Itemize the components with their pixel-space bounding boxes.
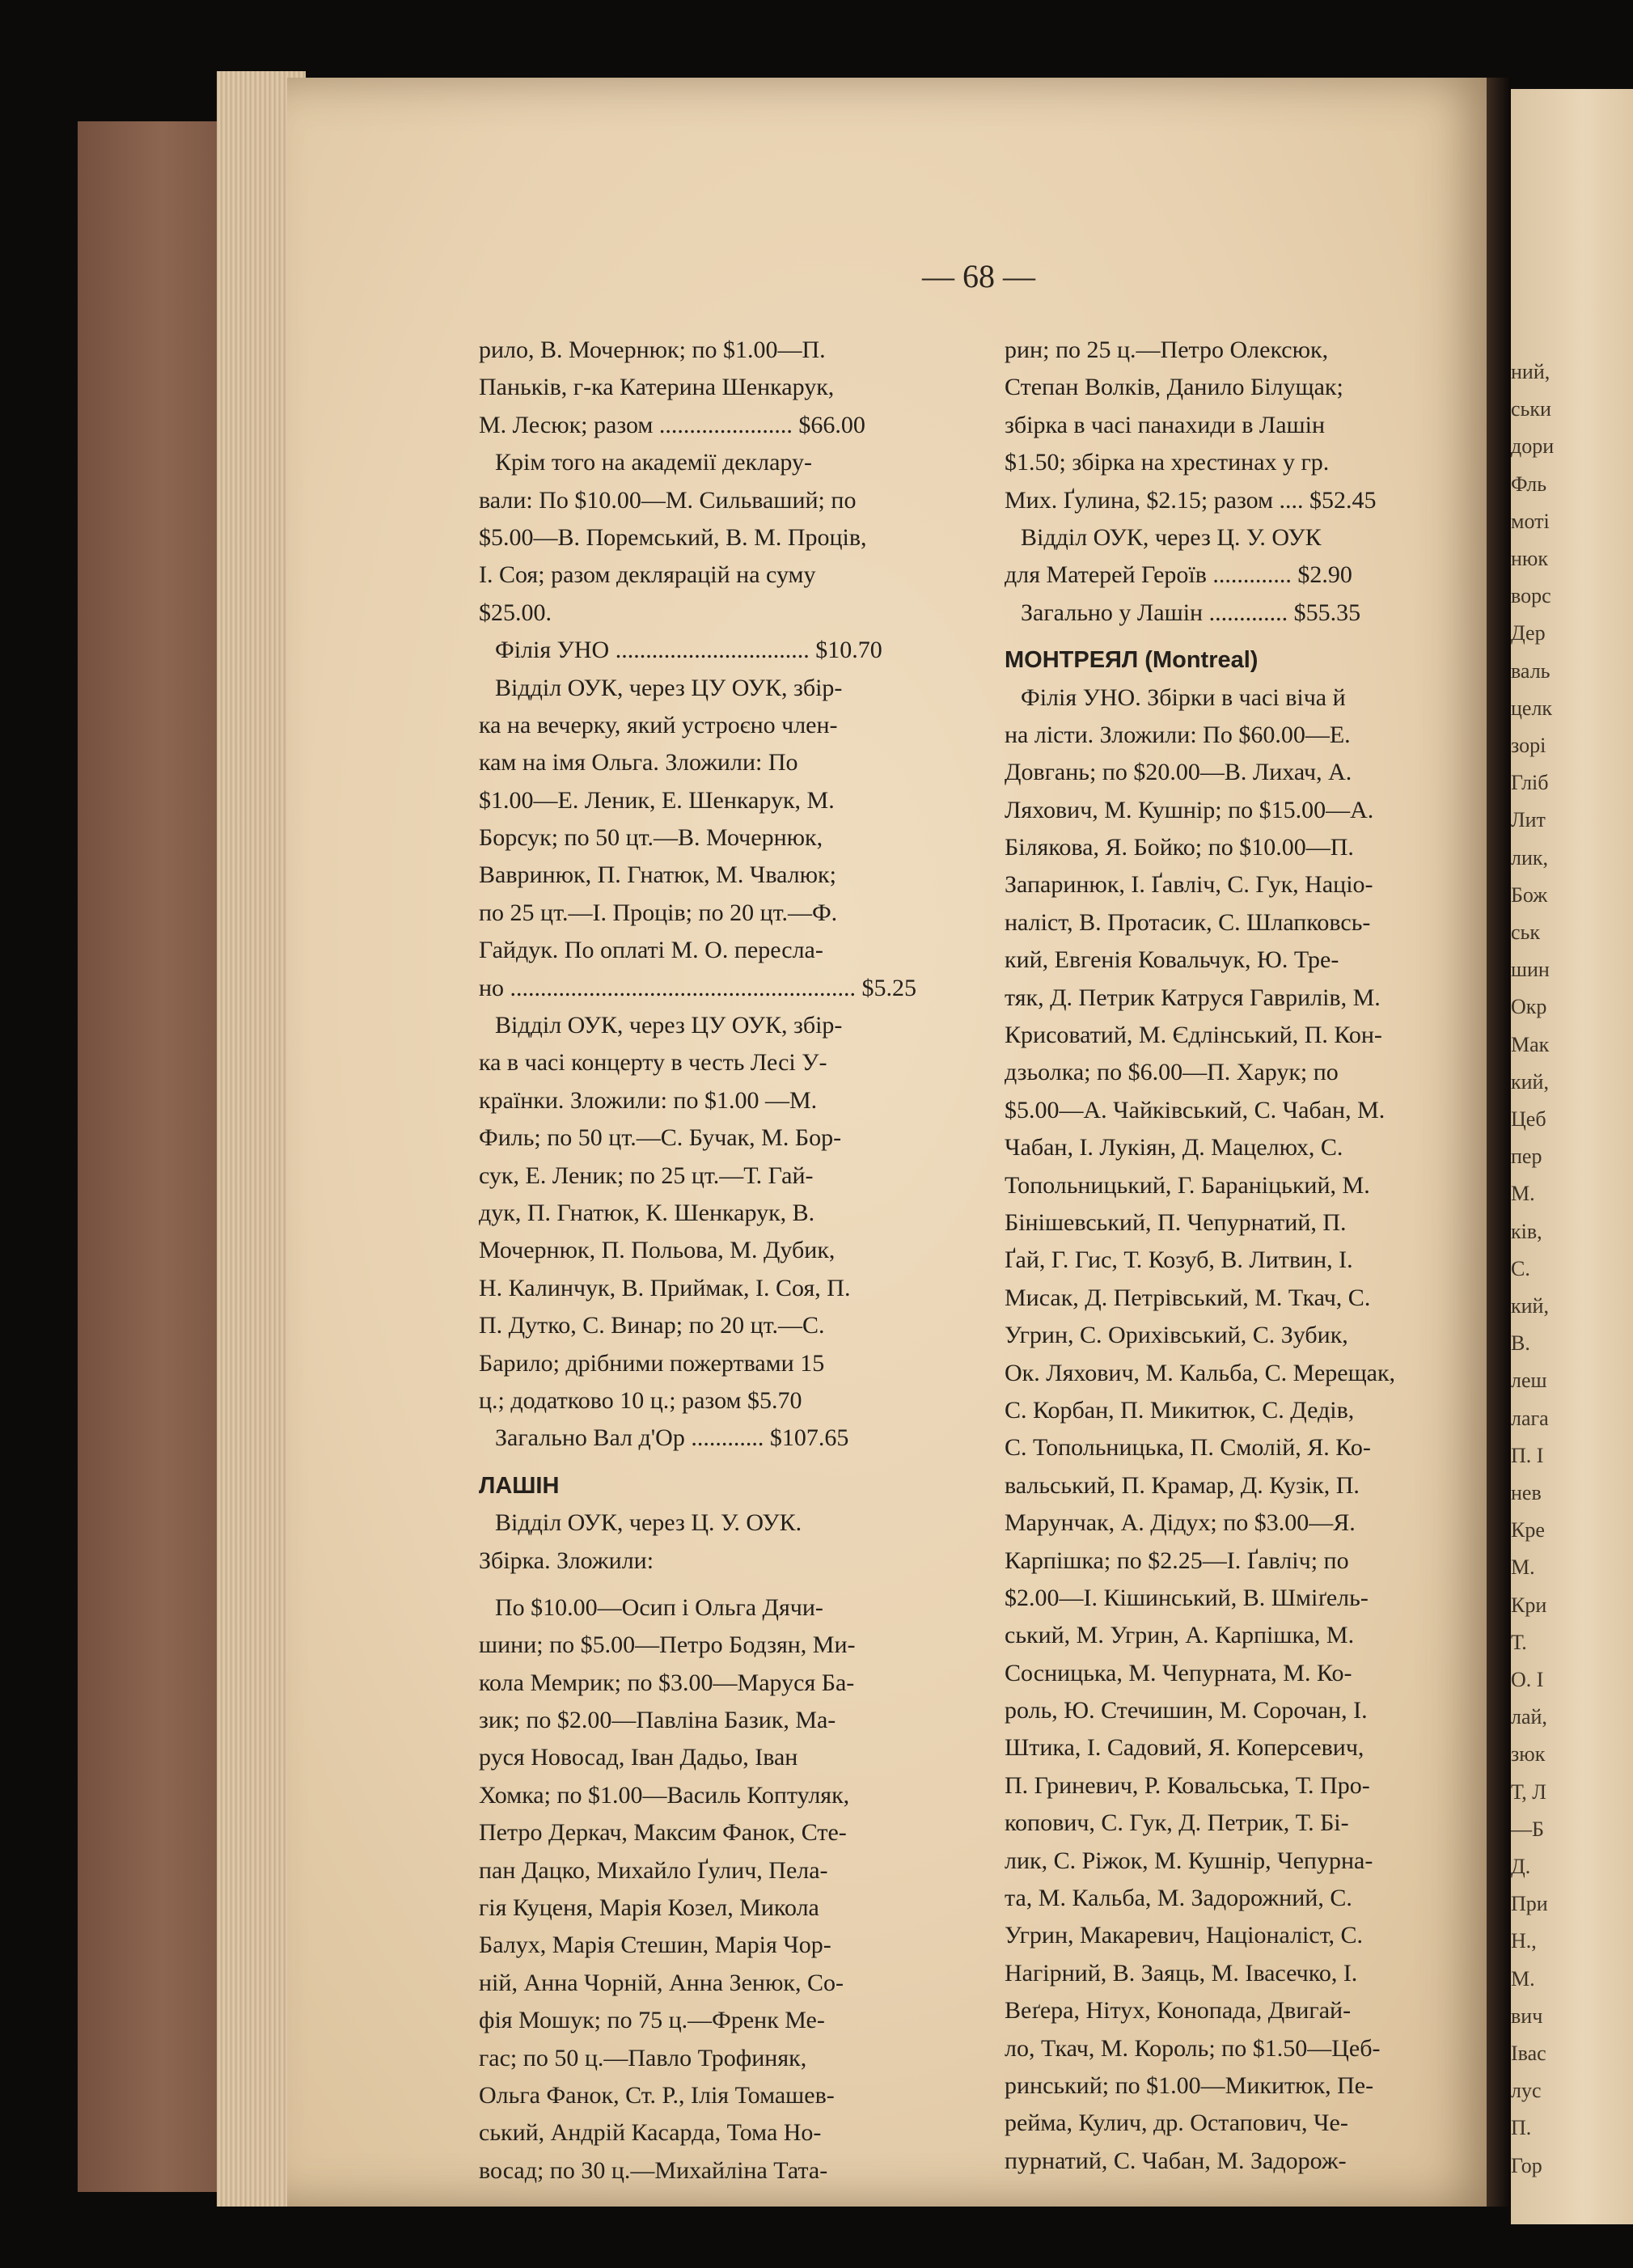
- facing-page-fragment: При: [1511, 1892, 1548, 1916]
- text-line: гія Куценя, Марія Козел, Микола: [479, 1894, 819, 1922]
- text-line: ц.; додатково 10 ц.; разом $5.70: [479, 1386, 802, 1414]
- facing-page-fragment: Цеб: [1511, 1107, 1546, 1131]
- facing-page-fragment: ний,: [1511, 360, 1551, 383]
- text-line: Білякова, Я. Бойко; по $10.00—П.: [1005, 834, 1354, 861]
- text-line: кам на імя Ольга. Зложили: По: [479, 749, 798, 776]
- facing-page-fragment: Гор: [1511, 2153, 1542, 2177]
- text-line: роль, Ю. Стечишин, М. Сорочан, І.: [1005, 1697, 1368, 1724]
- text-line: ка в часі концерту в честь Лесі У-: [479, 1049, 827, 1077]
- facing-page-fragment: Кри: [1511, 1593, 1547, 1617]
- book-cover-edge: [78, 121, 231, 2192]
- text-line: восад; по 30 ц.—Михайліна Тата-: [479, 2156, 828, 2184]
- text-line: Нагірний, В. Заяць, М. Івасечко, І.: [1005, 1959, 1358, 1987]
- facing-page-fragment: С.: [1511, 1256, 1530, 1280]
- facing-page-fragment: зорі: [1511, 734, 1546, 757]
- facing-page-fragment: лик,: [1511, 845, 1549, 870]
- facing-page-fragment: Мак: [1511, 1032, 1550, 1056]
- facing-page-fragment: Кре: [1511, 1518, 1545, 1542]
- facing-page-fragment: кий,: [1511, 1294, 1549, 1318]
- text-line: копович, С. Гук, Д. Петрик, Т. Бі-: [1005, 1809, 1349, 1837]
- text-line: зик; по $2.00—Павліна Базик, Ма-: [479, 1707, 836, 1734]
- text-line: М. Лесюк; разом ...................... $66.00: [479, 411, 865, 438]
- text-line: ський, М. Угрин, А. Карпішка, М.: [1005, 1622, 1355, 1649]
- facing-page-fragment: кий,: [1511, 1069, 1549, 1094]
- text-line: Ольга Фанок, Ст. Р., Ілія Томашев-: [479, 2081, 835, 2109]
- facing-page-fragment: пер: [1511, 1145, 1542, 1169]
- facing-page-fragment: Гліб: [1511, 771, 1549, 795]
- facing-page-fragment: леш: [1511, 1369, 1547, 1393]
- text-line: Штика, І. Садовий, Я. Коперсевич,: [1005, 1734, 1364, 1762]
- facing-page-fragment: Т.: [1511, 1630, 1527, 1654]
- text-line: руся Новосад, Іван Дадьо, Іван: [479, 1744, 798, 1771]
- text-line: вальський, П. Крамар, Д. Кузік, П.: [1005, 1471, 1360, 1499]
- text-line: ський, Андрій Касарда, Тома Но-: [479, 2119, 822, 2147]
- text-line: шини; по $5.00—Петро Бодзян, Ми-: [479, 1631, 856, 1659]
- text-line: гас; по 50 ц.—Павло Трофиняк,: [479, 2044, 807, 2071]
- text-line: Загально у Лашін ............. $55.35: [1021, 599, 1361, 626]
- facing-page-fragment: нюк: [1511, 547, 1548, 570]
- text-line: Ляхович, М. Кушнір; по $15.00—А.: [1005, 796, 1374, 823]
- text-line: тяк, Д. Петрик Катруся Гаврилів, М.: [1005, 984, 1381, 1011]
- text-line: Відділ ОУК, через ЦУ ОУК, збір-: [495, 674, 843, 701]
- text-line: пурнатий, С. Чабан, М. Задорож-: [1005, 2147, 1347, 2174]
- text-line: Бінішевський, П. Чепурнатий, П.: [1005, 1208, 1347, 1236]
- facing-page-fragment: Т, Л: [1511, 1779, 1546, 1804]
- facing-page-fragment: Фль: [1511, 472, 1547, 496]
- text-line: Мих. Ґулина, $2.15; разом .... $52.45: [1005, 486, 1377, 514]
- facing-page-fragment: Бож: [1511, 882, 1548, 907]
- section-heading: МОНТРЕЯЛ (Montreal): [1005, 647, 1259, 674]
- text-line: По $10.00—Осип і Ольга Дячи-: [495, 1593, 823, 1621]
- facing-page-fragment: ськ: [1511, 920, 1541, 944]
- text-line: збірка в часі панахиди в Лашін: [1005, 411, 1326, 438]
- facing-page-fragment: П.: [1511, 2116, 1532, 2140]
- facing-page-fragment: дори: [1511, 434, 1555, 459]
- facing-page-fragment: ворс: [1511, 584, 1551, 608]
- text-line: Угрин, Макаревич, Націоналіст, С.: [1005, 1922, 1364, 1949]
- text-line: $2.00—І. Кішинський, В. Шміґель-: [1005, 1584, 1369, 1611]
- facing-page-fragment: М.: [1511, 1182, 1535, 1206]
- text-line: Марунчак, А. Дідух; по $3.00—Я.: [1005, 1509, 1356, 1537]
- text-line: П. Дутко, С. Винар; по 20 цт.—С.: [479, 1312, 825, 1339]
- text-line: та, М. Кальба, М. Задорожний, С.: [1005, 1885, 1352, 1912]
- facing-page-fragment: П. І: [1511, 1443, 1544, 1467]
- text-line: Барило; дрібними пожертвами 15: [479, 1349, 825, 1377]
- text-line: Чабан, І. Лукіян, Д. Мацелюх, С.: [1005, 1134, 1343, 1162]
- facing-page-fragment: Окр: [1511, 995, 1547, 1019]
- facing-page-fragment: шин: [1511, 958, 1550, 982]
- text-line: $1.50; збірка на хрестинах у гр.: [1005, 449, 1330, 476]
- text-line: Угрин, С. Орихівський, С. Зубик,: [1005, 1322, 1348, 1349]
- text-line: Хомка; по $1.00—Василь Коптуляк,: [479, 1781, 850, 1809]
- facing-page-fragment: ків,: [1511, 1219, 1542, 1243]
- page-number: — 68 —: [922, 258, 1035, 294]
- text-line: пан Дацко, Михайло Ґулич, Пела-: [479, 1856, 828, 1884]
- text-line: Збірка. Зложили:: [479, 1547, 654, 1574]
- text-line: [479, 1580, 952, 1589]
- text-line: І. Соя; разом деклярацій на суму: [479, 561, 816, 589]
- text-line: для Матерей Героїв ............. $2.90: [1005, 561, 1352, 589]
- section-heading: ЛАШІН: [479, 1472, 560, 1499]
- text-line: ній, Анна Чорній, Анна Зенюк, Со-: [479, 1969, 844, 1996]
- text-line: рейма, Кулич, др. Остапович, Че-: [1005, 2109, 1348, 2137]
- text-line: Топольницький, Г. Бараніцький, М.: [1005, 1171, 1370, 1199]
- text-line: Запаринюк, І. Ґавліч, С. Гук, Націо-: [1005, 871, 1373, 899]
- facing-page-fragment: В.: [1511, 1331, 1530, 1356]
- text-line: ка на вечерку, який устроєно член-: [479, 711, 838, 738]
- text-line: Відділ ОУК, через Ц. У. ОУК: [1021, 523, 1322, 551]
- facing-page-fragment: ськи: [1511, 397, 1551, 421]
- text-line: Довгань; по $20.00—В. Лихач, А.: [1005, 759, 1352, 786]
- facing-page-fragment: Н.,: [1511, 1929, 1537, 1953]
- text-line: рило, В. Мочернюк; по $1.00—П.: [479, 336, 826, 363]
- text-line: П. Гриневич, Р. Ковальська, Т. Про-: [1005, 1771, 1370, 1799]
- text-line: С. Топольницька, П. Смолій, Я. Ко-: [1005, 1434, 1371, 1462]
- text-line: Н. Калинчук, В. Приймак, І. Соя, П.: [479, 1274, 851, 1301]
- text-line: Паньків, г-ка Катерина Шенкарук,: [479, 374, 835, 401]
- text-line: $25.00.: [479, 599, 552, 626]
- text-line: Філія УНО. Збірки в часі віча й: [1021, 683, 1346, 711]
- facing-page-fragment: М.: [1511, 1555, 1535, 1580]
- text-line: Крім того на академії деклару-: [495, 449, 812, 476]
- text-line: Веґера, Нітух, Конопада, Двигай-: [1005, 1997, 1352, 2025]
- facing-page-fragment: Д.: [1511, 1855, 1531, 1878]
- text-line: Ґай, Г. Гис, Т. Козуб, В. Литвин, І.: [1005, 1246, 1353, 1274]
- facing-page-fragment: лай,: [1511, 1705, 1547, 1729]
- text-line: Мочернюк, П. Польова, М. Дубик,: [479, 1237, 836, 1264]
- text-line: Гайдук. По оплаті М. О. переслa-: [479, 937, 823, 964]
- text-line: Ок. Ляхович, М. Кальба, С. Мерещак,: [1005, 1359, 1396, 1386]
- text-line: Филь; по 50 цт.—С. Бучак, М. Бор-: [479, 1124, 842, 1152]
- facing-page-fragment: валь: [1511, 658, 1551, 683]
- text-line: $5.00—А. Чайківський, С. Чабан, М.: [1005, 1096, 1386, 1123]
- text-line: рин; по 25 ц.—Петро Олексюк,: [1005, 336, 1329, 363]
- text-line: кий, Евгенія Ковальчук, Ю. Тре-: [1005, 946, 1339, 974]
- text-line: ринський; по $1.00—Микитюк, Пе-: [1005, 2071, 1374, 2099]
- text-line: Вавринюк, П. Гнатюк, М. Чвалюк;: [479, 861, 836, 889]
- text-line: Балух, Марія Стешин, Марія Чор-: [479, 1932, 831, 1959]
- text-line: $1.00—Е. Леник, Е. Шенкарук, М.: [479, 786, 835, 814]
- facing-page-fragment: Івас: [1511, 2042, 1546, 2065]
- facing-page-fragment: моті: [1511, 509, 1550, 533]
- text-line: країнки. Зложили: по $1.00 —М.: [479, 1086, 818, 1114]
- text-line: фія Мошук; по 75 ц.—Френк Ме-: [479, 2007, 825, 2034]
- text-line: Крисоватий, М. Єдлінський, П. Кон-: [1005, 1022, 1382, 1049]
- facing-page-fragment: лус: [1511, 2079, 1542, 2103]
- text-line: вали: По $10.00—М. Сильваший; по: [479, 486, 857, 514]
- text-line: Борсук; по 50 цт.—В. Мочернюк,: [479, 824, 823, 852]
- text-line: Філія УНО ................................ $10.70: [495, 637, 882, 664]
- text-line: сук, Е. Леник; по 25 цт.—Т. Гай-: [479, 1162, 814, 1189]
- facing-page-fragment: О. І: [1511, 1668, 1544, 1691]
- text-line: дук, П. Гнатюк, К. Шенкарук, В.: [479, 1199, 815, 1226]
- text-line: лик, С. Ріжок, М. Кушнір, Чепурна-: [1005, 1847, 1373, 1874]
- left-text-column: [479, 332, 952, 2190]
- text-line: Петро Деркач, Максим Фанок, Сте-: [479, 1819, 847, 1847]
- text-line: наліст, В. Протасик, С. Шлапковсь-: [1005, 908, 1371, 936]
- text-line: [479, 1458, 952, 1467]
- text-line: по 25 цт.—І. Проців; по 20 цт.—Ф.: [479, 899, 838, 926]
- facing-page-fragment: Лит: [1511, 808, 1546, 832]
- text-line: дзьолка; по $6.00—П. Харук; по: [1005, 1059, 1339, 1086]
- facing-page-fragment: зюк: [1511, 1742, 1546, 1767]
- text-line: Відділ ОУК, через Ц. У. ОУК.: [495, 1509, 802, 1537]
- book-gutter: [1487, 78, 1511, 2207]
- text-line: кола Мемрик; по $3.00—Маруся Ба-: [479, 1669, 855, 1696]
- text-line: Сосницька, М. Чепурната, М. Ко-: [1005, 1659, 1352, 1686]
- facing-page-fragment: лага: [1511, 1406, 1549, 1430]
- text-line: $5.00—В. Поремський, В. М. Проців,: [479, 523, 867, 551]
- text-line: ло, Ткач, М. Король; по $1.50—Цеб-: [1005, 2034, 1381, 2062]
- facing-page-fragment: целк: [1511, 696, 1553, 720]
- facing-page: [1511, 89, 1633, 2224]
- facing-page-fragment: —Б: [1511, 1817, 1544, 1841]
- facing-page-fragment: вич: [1511, 2004, 1543, 2028]
- facing-page-fragment: М.: [1511, 1966, 1535, 1991]
- text-line: [1005, 632, 1480, 641]
- facing-page-fragment: нев: [1511, 1481, 1542, 1504]
- text-line: Мисак, Д. Петрівський, М. Ткач, С.: [1005, 1284, 1371, 1311]
- text-line: Відділ ОУК, через ЦУ ОУК, збір-: [495, 1012, 843, 1039]
- text-line: Карпішка; по $2.25—І. Ґавліч; по: [1005, 1547, 1349, 1574]
- right-text-column: [1005, 332, 1480, 2180]
- facing-page-fragment: Дер: [1511, 621, 1546, 645]
- text-line: Степан Волків, Данило Білущак;: [1005, 374, 1343, 401]
- text-line: С. Корбан, П. Микитюк, С. Дедів,: [1005, 1396, 1355, 1424]
- text-line: Загально Вал д'Ор ............ $107.65: [495, 1424, 849, 1452]
- text-line: но ......................................................... $5.25: [479, 974, 917, 1001]
- text-line: на лісти. Зложили: По $60.00—Е.: [1005, 721, 1351, 748]
